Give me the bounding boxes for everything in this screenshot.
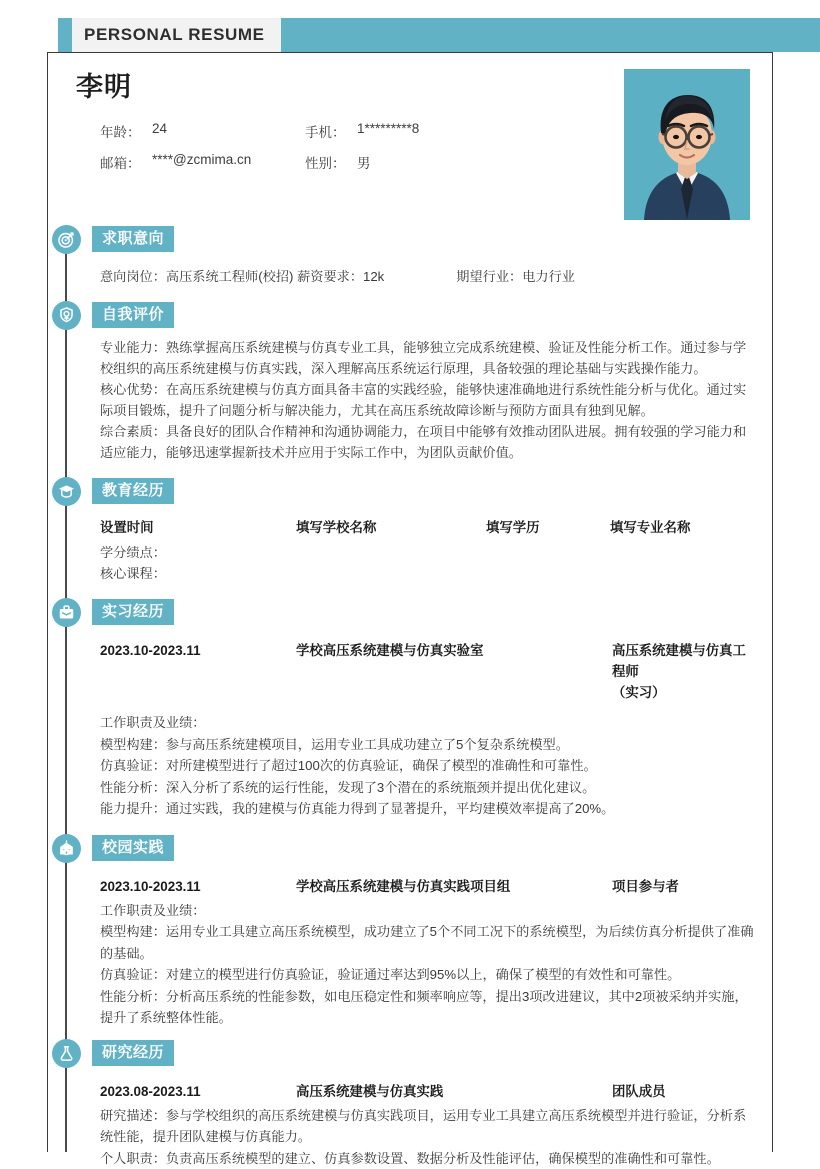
section-internship [48, 598, 772, 820]
research-organization: 高压系统建模与仿真实践 [296, 1081, 612, 1102]
section-title-campus-practice: 校园实践 [92, 835, 174, 861]
field-email-value: ****@zcmima.cn [152, 152, 251, 172]
campus-heading-row [100, 870, 754, 897]
internship-organization: 学校高压系统建模与仿真实验室 [296, 640, 612, 703]
section-title-education: 教育经历 [92, 478, 174, 504]
section-header [48, 301, 772, 335]
section-research [48, 1039, 772, 1169]
self-eval-paragraph: 综合素质：具备良好的团队合作精神和沟通协调能力，在项目中能够有效推动团队进展。拥有较强的学习能力和适应能力，能够迅速掌握新技术并应用于实际工作中，为团队贡献价值。 [100, 421, 754, 463]
section-body-internship [48, 634, 772, 820]
research-role: 团队成员 [612, 1081, 754, 1102]
field-phone [305, 121, 419, 141]
research-line: 个人职责：负责高压系统模型的建立、仿真参数设置、数据分析及性能评估，确保模型的准确性和可靠性。 [100, 1148, 754, 1169]
section-header [48, 477, 772, 511]
internship-line: 能力提升：通过实践，我的建模与仿真能力得到了显著提升，平均建模效率提高了20%。 [100, 798, 754, 820]
internship-line: 模型构建：参与高压系统建模项目，运用专业工具成功建立了5个复杂系统模型。 [100, 734, 754, 756]
intent-row [100, 261, 754, 287]
self-eval-paragraph: 核心优势：在高压系统建模与仿真方面具备丰富的实践经验，能够快速准确地进行系统性能分析与优化。通过实际项目锻炼，提升了问题分析与解决能力，尤其在高压系统故障诊断与预防方面具有独到见解。 [100, 379, 754, 421]
intent-industry: 期望行业：电力行业 [456, 266, 575, 287]
field-age-value: 24 [152, 121, 167, 141]
section-header [48, 225, 772, 259]
field-age-label: 年龄： [100, 121, 146, 141]
field-phone-label: 手机： [305, 121, 351, 141]
internship-heading-row [100, 634, 754, 703]
section-title-internship: 实习经历 [92, 599, 174, 625]
education-gpa-row: 学分绩点： [100, 542, 754, 563]
avatar-illustration [624, 69, 750, 220]
resume-sheet [47, 52, 773, 1152]
education-col-degree: 填写学历 [486, 517, 610, 538]
campus-line: 仿真验证：对建立的模型进行仿真验证，验证通过率达到95%以上，确保了模型的有效性和可靠性。 [100, 964, 754, 986]
section-body-education [48, 513, 772, 584]
section-title-self-evaluation: 自我评价 [92, 302, 174, 328]
avatar [624, 69, 750, 220]
school-building-icon [52, 834, 81, 863]
education-courses-row: 核心课程： [100, 563, 754, 584]
section-campus-practice [48, 834, 772, 1029]
field-email [100, 152, 305, 172]
internship-role-title: 高压系统建模与仿真工程师 [612, 643, 746, 679]
contact-info-grid [100, 121, 520, 183]
section-self-evaluation [48, 301, 772, 463]
contact-row [100, 121, 520, 141]
section-body-job-intent [48, 261, 772, 287]
campus-role: 项目参与者 [612, 876, 754, 897]
section-job-intent [48, 225, 772, 287]
field-gender-label: 性别： [305, 152, 351, 172]
research-heading-row [100, 1075, 754, 1102]
section-education [48, 477, 772, 584]
badge-icon [52, 301, 81, 330]
campus-line: 工作职责及业绩： [100, 900, 754, 922]
page-banner [0, 0, 820, 52]
campus-line: 模型构建：运用专业工具建立高压系统模型，成功建立了5个不同工况下的系统模型，为后续仿真分析提供了准确的基础。 [100, 921, 754, 964]
internship-line: 性能分析：深入分析了系统的运行性能，发现了3个潜在的系统瓶颈并提出优化建议。 [100, 777, 754, 799]
education-col-school: 填写学校名称 [296, 517, 486, 538]
research-line: 研究描述：参与学校组织的高压系统建模与仿真实践项目，运用专业工具建立高压系统模型并进行验证，分析系统性能，提升团队建模与仿真能力。 [100, 1105, 754, 1148]
section-header [48, 1039, 772, 1073]
contact-row [100, 152, 520, 172]
internship-date: 2023.10-2023.11 [100, 640, 296, 703]
intent-position-salary: 意向岗位：高压系统工程师(校招) 薪资要求：12k [100, 266, 384, 287]
section-header [48, 598, 772, 632]
candidate-name: 李明 [76, 65, 132, 104]
research-details [100, 1105, 754, 1169]
banner-title-plate [72, 18, 281, 52]
graduation-cap-icon [52, 477, 81, 506]
target-icon [52, 225, 81, 254]
education-col-major: 填写专业名称 [610, 517, 690, 538]
internship-details [100, 712, 754, 820]
internship-role [612, 640, 754, 703]
briefcase-icon [52, 598, 81, 627]
campus-date: 2023.10-2023.11 [100, 876, 296, 897]
section-body-research [48, 1075, 772, 1169]
profile-header [48, 53, 772, 225]
field-phone-value: 1*********8 [357, 121, 419, 141]
research-date: 2023.08-2023.11 [100, 1081, 296, 1102]
campus-details [100, 900, 754, 1029]
section-body-campus-practice [48, 870, 772, 1029]
banner-title: PERSONAL RESUME [84, 25, 265, 45]
section-body-self-evaluation [48, 337, 772, 463]
internship-line: 工作职责及业绩： [100, 712, 754, 734]
section-header [48, 834, 772, 868]
campus-line: 性能分析：分析高压系统的性能参数，如电压稳定性和频率响应等，提出3项改进建议，其中2项被采纳并实施，提升了系统整体性能。 [100, 986, 754, 1029]
internship-role-subtitle: （实习） [612, 682, 754, 703]
education-header-row [100, 513, 754, 538]
campus-organization: 学校高压系统建模与仿真实践项目组 [296, 876, 612, 897]
self-eval-paragraph: 专业能力：熟练掌握高压系统建模与仿真专业工具，能够独立完成系统建模、验证及性能分析工作。通过参与学校组织的高压系统建模与仿真实践，深入理解高压系统运行原理，具备较强的理论基础与实践操作能力。 [100, 337, 754, 379]
field-gender [305, 152, 371, 172]
field-gender-value: 男 [357, 152, 371, 172]
section-title-research: 研究经历 [92, 1040, 174, 1066]
field-email-label: 邮箱： [100, 152, 146, 172]
field-age [100, 121, 305, 141]
flask-icon [52, 1039, 81, 1068]
section-title-job-intent: 求职意向 [92, 226, 174, 252]
education-col-time: 设置时间 [100, 517, 296, 538]
internship-line: 仿真验证：对所建模型进行了超过100次的仿真验证，确保了模型的准确性和可靠性。 [100, 755, 754, 777]
